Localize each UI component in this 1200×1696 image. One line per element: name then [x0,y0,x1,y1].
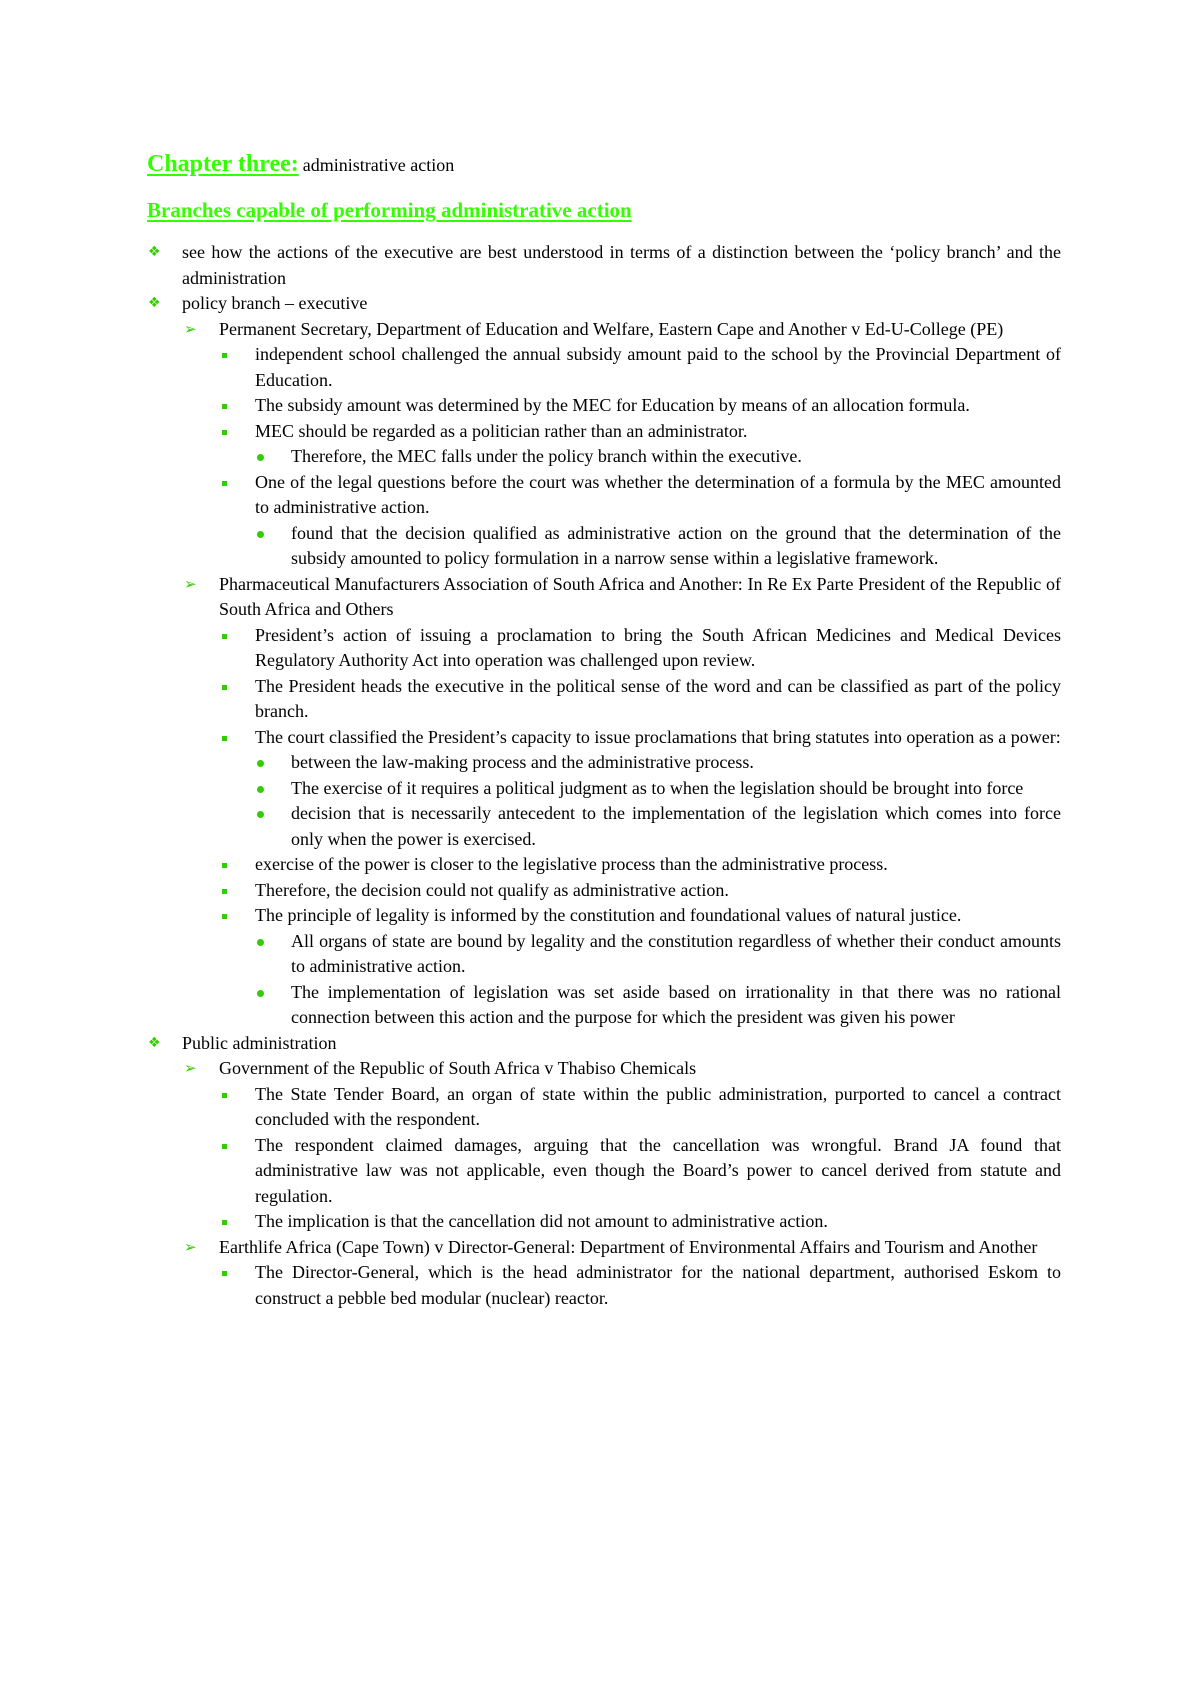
list-item [147,240,1061,291]
square-bullet-icon [222,1220,227,1225]
list-item-text: The respondent claimed damages, arguing that the cancellation was wrongful. Brand JA found that administrative law was not applicable, even though the Board’s power to cancel derived from statute and regulation. [255,1134,1061,1206]
list-item-text: The President heads the executive in the political sense of the word and can be classified as part of the policy branch. [255,675,1061,721]
square-bullet-icon [222,634,227,639]
bullet-list-level-3 [219,623,1061,1031]
section-heading: Branches capable of performing administrative action [147,198,632,222]
list-item [219,1260,1061,1311]
list-item [219,342,1061,393]
square-bullet-icon [222,353,227,358]
list-item [255,521,1061,572]
square-bullet-icon [222,889,227,894]
list-item [255,929,1061,980]
bullet-list-level-2 [182,317,1061,1031]
bullet-list-level-3 [219,1260,1061,1311]
list-item-text: The subsidy amount was determined by the MEC for Education by means of an allocation formula. [255,395,970,415]
square-bullet-icon [222,914,227,919]
list-item-text: see how the actions of the executive are best understood in terms of a distinction between the ‘policy branch’ and the administration [182,242,1061,288]
list-item-text: MEC should be regarded as a politician rather than an administrator. [255,420,748,441]
list-item-text: decision that is necessarily antecedent to the implementation of the legislation which comes into force only when the power is exercised. [291,803,1061,849]
list-item-text: The court classified the President’s capacity to issue proclamations that bring statutes into operation as a power: [255,726,1061,747]
list-item-text: Public administration [182,1032,337,1053]
list-item [182,317,1061,572]
round-bullet-icon [257,939,264,946]
list-item [255,750,1061,776]
list-item-text: found that the decision qualified as administrative action on the ground that the determination of the subsidy amounted to policy formulation in a narrow sense within a legislative framework. [291,522,1061,568]
square-bullet-icon [222,1144,227,1149]
list-item [182,1056,1061,1235]
list-item-text: The Director-General, which is the head administrator for the national department, authorised Eskom to construct a pebble bed modular (nuclear) reactor. [255,1262,1061,1308]
list-item [255,776,1061,802]
square-bullet-icon [222,1093,227,1098]
list-item-text: Earthlife Africa (Cape Town) v Director-General: Department of Environmental Affairs and Tourism and Another [219,1236,1038,1257]
list-item [182,572,1061,1031]
list-item-text: independent school challenged the annual subsidy amount paid to the school by the Provincial Department of Education. [255,344,1061,390]
list-item-text: The exercise of it requires a political judgment as to when the legislation should be brought into force [291,777,1024,798]
round-bullet-icon [257,531,264,538]
list-item-text: Therefore, the decision could not qualify as administrative action. [255,879,729,900]
list-item [255,444,1061,470]
diamond-bullet-icon: ❖ [148,244,161,260]
list-item [219,903,1061,1031]
list-item [182,1235,1061,1312]
list-item-text: One of the legal questions before the court was whether the determination of a formula by the MEC amounted to administrative action. [255,471,1061,517]
list-item [219,1082,1061,1133]
list-item-text: Pharmaceutical Manufacturers Association of South Africa and Another: In Re Ex Parte President of the Republic of South Africa and Others [219,573,1061,619]
bullet-list-level-3 [219,342,1061,572]
list-item [219,470,1061,572]
list-item [147,1031,1061,1312]
bullet-list-level-2 [182,1056,1061,1311]
bullet-list-level-1 [147,240,1061,1311]
list-item-text: The principle of legality is informed by the constitution and foundational values of natural justice. [255,905,962,925]
document-body [147,240,1061,1311]
list-item-text: exercise of the power is closer to the legislative process than the administrative process. [255,854,888,874]
round-bullet-icon [257,811,264,818]
list-item [219,623,1061,674]
list-item-text: Permanent Secretary, Department of Education and Welfare, Eastern Cape and Another v Ed-U-College (PE) [219,318,1004,339]
list-item [219,419,1061,470]
arrow-bullet-icon: ➢ [184,1237,197,1256]
round-bullet-icon [257,786,264,793]
list-item [219,1133,1061,1210]
list-item-text: The State Tender Board, an organ of state within the public administration, purported to cancel a contract concluded with the respondent. [255,1083,1061,1129]
list-item [219,725,1061,853]
list-item-text: policy branch – executive [182,293,368,313]
bullet-list-level-4 [255,929,1061,1031]
list-item-text: All organs of state are bound by legality and the constitution regardless of whether their conduct amounts to administrative action. [291,930,1061,976]
bullet-list-level-4 [255,750,1061,852]
list-item-text: between the law-making process and the administrative process. [291,752,754,772]
square-bullet-icon [222,481,227,486]
list-item [147,291,1061,1031]
round-bullet-icon [257,760,264,767]
square-bullet-icon [222,430,227,435]
arrow-bullet-icon: ➢ [184,574,197,593]
list-item [219,674,1061,725]
list-item-text: The implication is that the cancellation did not amount to administrative action. [255,1211,828,1231]
list-item-text: President’s action of issuing a proclamation to bring the South African Medicines and Medical Devices Regulatory Authority Act into operation was challenged upon review. [255,624,1061,670]
bullet-list-level-3 [219,1082,1061,1235]
chapter-topic: administrative action [302,155,455,175]
list-item [255,980,1061,1031]
square-bullet-icon [222,685,227,690]
list-item [219,852,1061,878]
list-item-text: Government of the Republic of South Africa v Thabiso Chemicals [219,1058,697,1078]
list-item [255,801,1061,852]
round-bullet-icon [257,990,264,997]
bullet-list-level-4 [255,444,1061,470]
bullet-list-level-4 [255,521,1061,572]
list-item-text: The implementation of legislation was set aside based on irrationality in that there was no rational connection between this action and the purpose for which the president was given his power [291,981,1061,1027]
list-item-text: Therefore, the MEC falls under the policy branch within the executive. [291,446,802,466]
arrow-bullet-icon: ➢ [184,319,197,338]
round-bullet-icon [257,454,264,461]
chapter-label: Chapter three: [147,151,299,177]
list-item [219,393,1061,419]
square-bullet-icon [222,863,227,868]
square-bullet-icon [222,1271,227,1276]
square-bullet-icon [222,404,227,409]
list-item [219,878,1061,904]
list-item [219,1209,1061,1235]
square-bullet-icon [222,736,227,741]
diamond-bullet-icon: ❖ [148,295,161,311]
diamond-bullet-icon: ❖ [148,1034,161,1051]
arrow-bullet-icon: ➢ [184,1059,197,1077]
chapter-heading [147,149,454,180]
